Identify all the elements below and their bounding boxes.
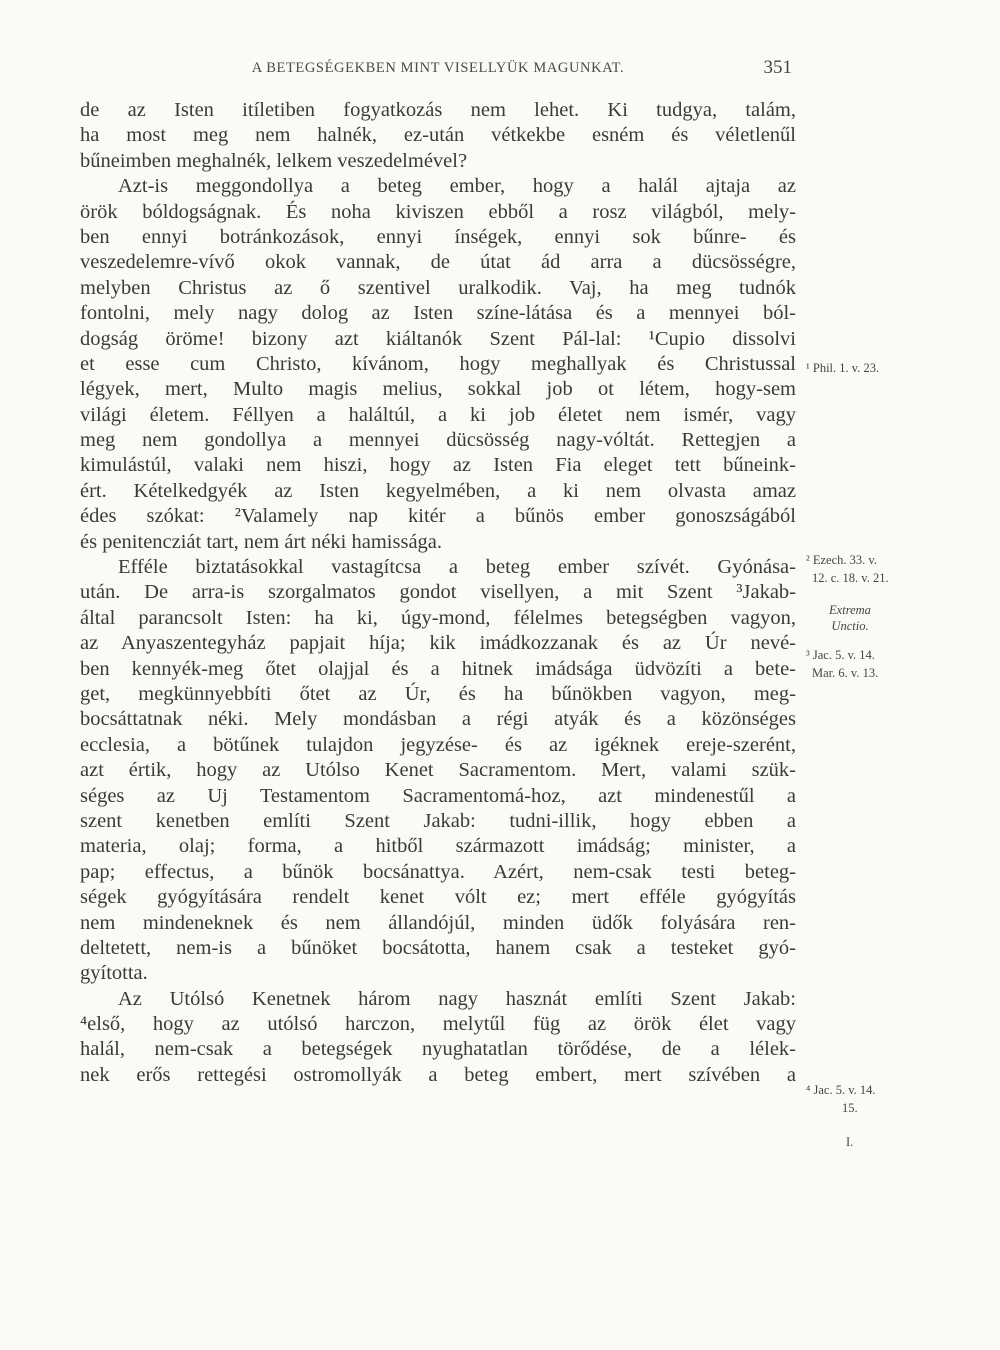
text-line: által parancsolt Isten: ha ki, úgy-mond, félelmes betegségben vagyon,: [80, 606, 796, 629]
text-line: et esse cum Christo, kívánom, hogy meghallyak és Christussal: [80, 352, 796, 375]
text-line: bűneimben meghalnék, lelkem veszedelmével?: [80, 149, 468, 172]
text-line: édes szókat: ²Valamely nap kitér a bűnös ember gonoszságából: [80, 505, 796, 528]
text-line: ségek gyógyítására rendelt kenet vólt ez; mert efféle gyógyítás: [80, 886, 796, 909]
paragraph-start-line: Az Utólsó Kenetnek három nagy hasznát említi Szent Jakab:: [118, 987, 796, 1010]
text-line: ért. Kételkedgyék az Isten kegyelmében, a ki nem olvasta amaz: [80, 479, 796, 502]
margin-note-heading: Extrema: [829, 603, 871, 617]
margin-note-citation: ⁴ Jac. 5. v. 14.: [806, 1083, 876, 1097]
text-line: meg nem gondollya a mennyei dücsösség nagy-vóltát. Rettegjen a: [80, 429, 796, 452]
text-line: get, megkünnyebbíti őtet az Úr, és ha bűnökben vagyon, meg-: [80, 682, 796, 705]
text-line: légyek, mert, Multo magis melius, sokkal job ot létem, hogy-sem: [80, 378, 796, 401]
text-line: ha most meg nem halnék, ez-után vétkekbe esném és véletlenűl: [80, 124, 796, 147]
text-line: fontolni, mely nagy dolog az Isten színe-látása és a mennyei ból-: [80, 302, 796, 325]
text-line: ecclesia, a bötűnek tulajdon jegyzése- és az igéknek ereje-szerént,: [80, 733, 796, 756]
paragraph-start-line: Azt-is meggondollya a beteg ember, hogy a halál ajtaja az: [118, 175, 796, 198]
text-line: az Anyaszentegyház papjait híja; kik imádkozzanak és az Úr nevé-: [80, 632, 796, 655]
text-line: után. De arra-is szorgalmatos gondot visellyen, a mit Szent ³Jakab-: [80, 581, 796, 604]
text-line: nek erős rettegési ostromollyák a beteg embert, mert szívében a: [80, 1063, 796, 1086]
margin-note-heading: Unctio.: [831, 619, 869, 633]
text-line: bocsáttatnak néki. Mely mondásban a régi atyák és a közönséges: [80, 708, 796, 731]
text-line: séges az Uj Testamentom Sacramentomá-hoz, azt mindenestűl a: [80, 784, 796, 807]
text-line: de az Isten itíletiben fogyatkozás nem lehet. Ki tudgya, talám,: [80, 99, 796, 121]
text-line: gyította.: [80, 962, 148, 985]
body-text: [80, 98, 796, 1088]
margin-note-citation: ³ Jac. 5. v. 14.: [806, 648, 875, 662]
text-line: dogság öröme! bizony azt kiáltanók Szent Pál-lal: ¹Cupio dissolvi: [80, 327, 796, 350]
margin-note-section: I.: [846, 1135, 854, 1149]
text-line: ben kennyék-meg őtet olajjal és a hitnek imádsága üdvözíti a bete-: [80, 657, 796, 680]
text-line: ⁴első, hogy az utólsó harczon, melytűl füg az örök élet vagy: [80, 1013, 796, 1036]
text-line: melyben Christus az ő szentivel uralkodik. Vaj, ha meg tudnók: [80, 276, 796, 299]
text-line: ben ennyi botránkozások, ennyi ínségek, ennyi sok bűnre- és: [80, 225, 796, 248]
text-line: és penitencziát tart, nem árt néki hamissága.: [80, 530, 443, 553]
text-line: nem mindeneknek és nem állandójúl, minden üdők folyására ren-: [80, 911, 796, 934]
text-line: világi életem. Féllyen a haláltúl, a ki job életet nem ismér, vagy: [80, 403, 796, 426]
margin-note-citation: Mar. 6. v. 13.: [812, 666, 879, 680]
margin-note-citation: 15.: [842, 1101, 858, 1115]
text-line: pap; effectus, a bűnök bocsánattya. Azért, nem-csak testi beteg-: [80, 860, 796, 883]
text-line: örök bóldogságnak. És noha kiviszen ebből a rosz világból, mely-: [80, 200, 796, 223]
text-line: veszedelemre-vívő okok vannak, de útat ád arra a dücsösségre,: [80, 251, 796, 274]
text-line: kimulástúl, valaki nem hiszi, hogy az Isten Fia eleget tett bűneink-: [80, 454, 796, 477]
text-line: halál, nem-csak a betegségek nyughatatlan törődése, de a lélek-: [80, 1038, 796, 1061]
page-number: 351: [763, 57, 792, 78]
text-line: azt értik, hogy az Utólso Kenet Sacramentom. Mert, valami szük-: [80, 759, 796, 782]
text-line: szent kenetben említi Szent Jakab: tudni-illik, hogy ebben a: [80, 809, 796, 832]
running-head: A BETEGSÉGEKBEN MINT VISELLYÜK MAGUNKAT.: [251, 60, 625, 76]
text-line: deltetett, nem-is a bűnöket bocsátotta, hanem csak a testeket gyó-: [80, 936, 796, 959]
margin-note-citation: ¹ Phil. 1. v. 23.: [806, 361, 880, 375]
paragraph-start-line: Efféle biztatásokkal vastagítcsa a beteg ember szívét. Gyónása-: [118, 556, 796, 579]
text-line: materia, olaj; forma, a hitből származott imádság; minister, a: [80, 835, 796, 858]
page-header: [80, 58, 796, 88]
margin-note-citation: ² Ezech. 33. v.: [806, 553, 877, 567]
margin-note-citation: 12. c. 18. v. 21.: [812, 571, 889, 585]
